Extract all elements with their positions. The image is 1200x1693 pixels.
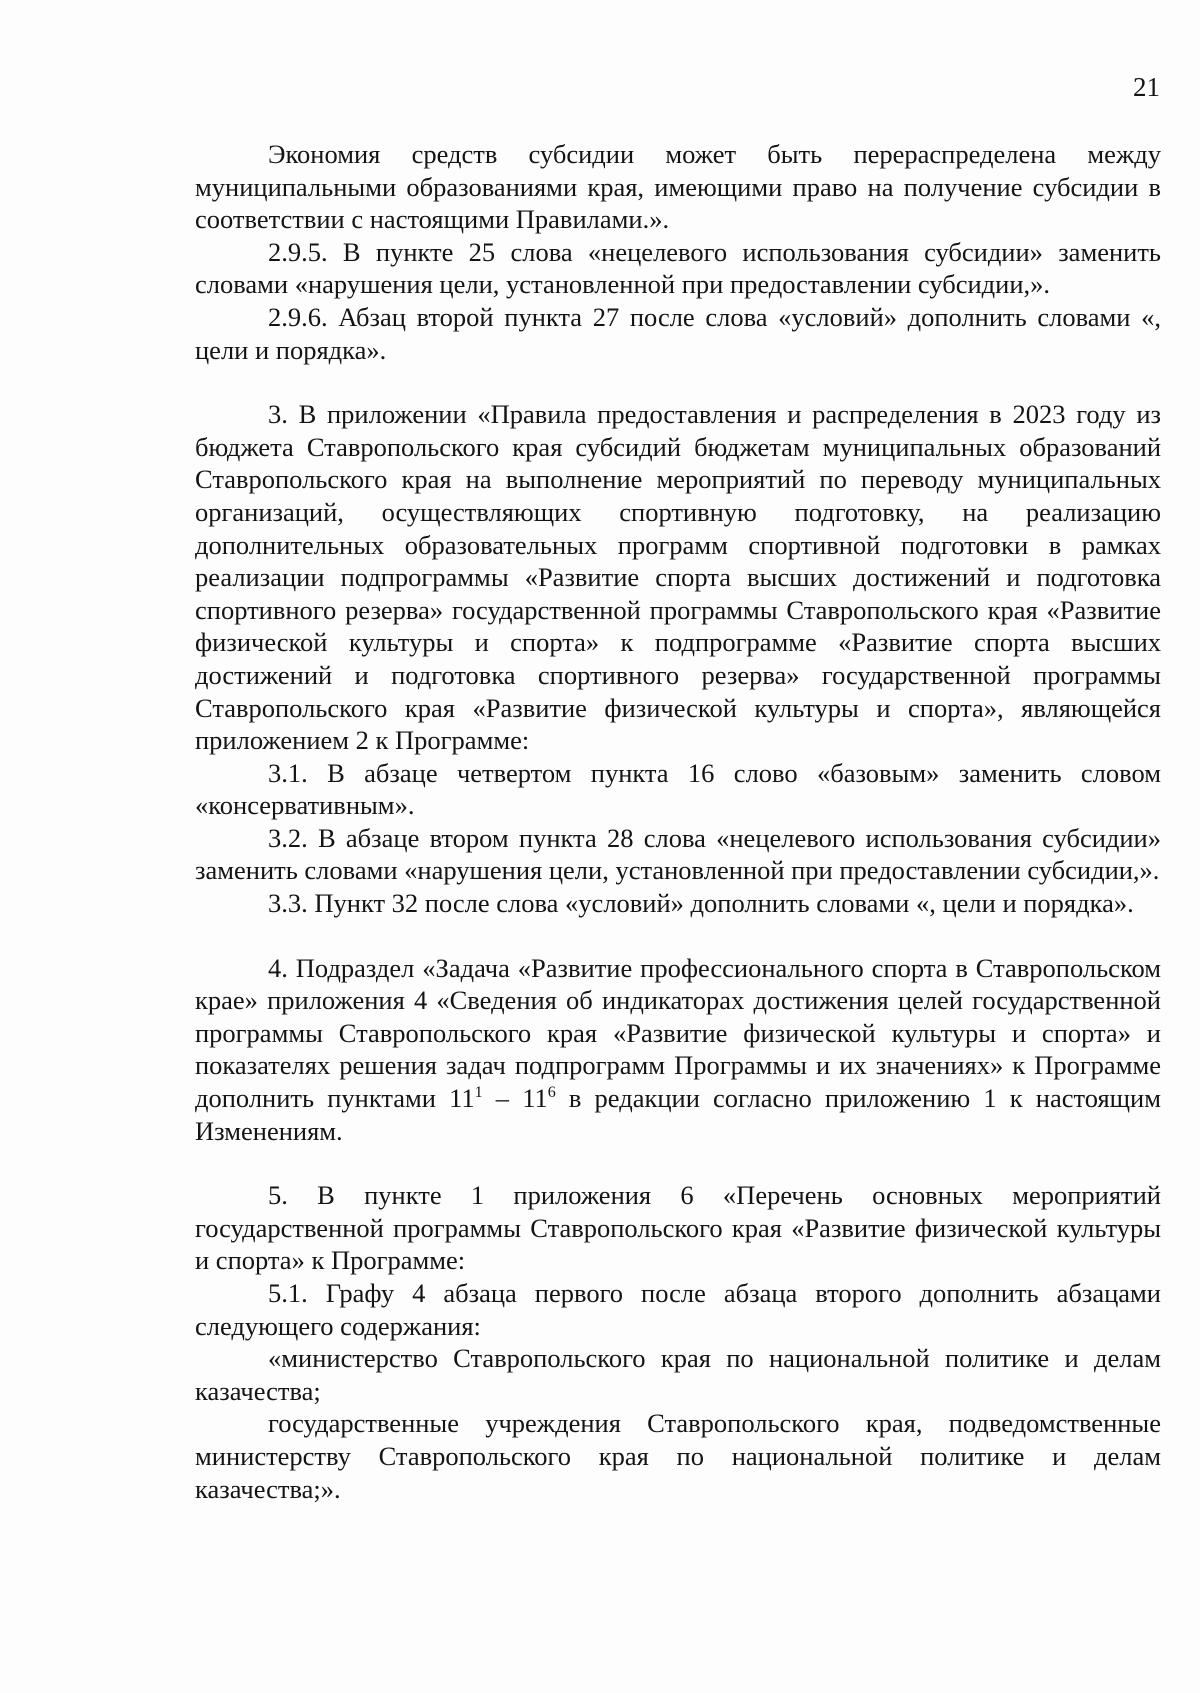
paragraph-3-3: 3.3. Пункт 32 после слова «условий» дополнить словами «, цели и порядка». xyxy=(268,888,1134,919)
paragraph-3-2: 3.2. В абзаце втором пункта 28 слова «нецелевого использования субсидии» заменить словами «нарушения цели, установленной при предоставлении субсидии,». xyxy=(195,822,1161,886)
paragraph-2-9-6: 2.9.6. Абзац второй пункта 27 после слова «условий» дополнить словами «, цели и порядка». xyxy=(195,301,1161,365)
paragraph-3-1: 3.1. В абзаце четвертом пункта 16 слово «базовым» заменить словом «консервативным». xyxy=(195,757,1161,821)
paragraph-5-1: 5.1. Графу 4 абзаца первого после абзаца второго дополнить абзацами следующего содержания: xyxy=(195,1278,1161,1341)
superscript-6: 6 xyxy=(547,1084,556,1102)
paragraph-gap xyxy=(195,366,1161,398)
paragraph-2-9-5: 2.9.5. В пункте 25 слова «нецелевого использования субсидии» заменить словами «нарушения цели, установленной при предоставлении субсидии,». xyxy=(195,236,1161,300)
paragraph-5: 5. В пункте 1 приложения 6 «Перечень основных мероприятий государственной программы Ставропольского края «Развитие физической культуры и спорта» к Программе: xyxy=(195,1180,1161,1276)
paragraph-4 xyxy=(195,952,1161,1148)
paragraph-gap xyxy=(195,920,1161,952)
paragraph-state-institutions: государственные учреждения Ставропольского края, подведомственные министерству Ставропольского края по национальной политике и делам казачества;». xyxy=(195,1408,1161,1504)
paragraph-4-text-a: 4. Подраздел «Задача «Развитие профессионального спорта в Ставропольском крае» приложения 4 «Сведения об индикаторах достижения целей государственной программы Ставропольского края «Развитие физической культуры и спорта» и показателях решения задач подпрограмм Программы и их значениях» к Программе дополнить пунктами 11 xyxy=(195,952,1161,1114)
paragraph-savings: Экономия средств субсидии может быть перераспределена между муниципальными образованиями края, имеющими право на получение субсидии в соответствии с настоящими Правилами.». xyxy=(195,139,1161,235)
document-body xyxy=(195,138,1161,1505)
paragraph-ministry: «министерство Ставропольского края по национальной политике и делам казачества; xyxy=(195,1343,1161,1406)
paragraph-4-text-c: в редакции согласно приложению 1 к настоящим Изменениям. xyxy=(195,1083,1162,1146)
superscript-1: 1 xyxy=(474,1084,483,1102)
paragraph-4-text-b: – 11 xyxy=(482,1083,548,1114)
paragraph-3: 3. В приложении «Правила предоставления и распределения в 2023 году из бюджета Ставропольского края субсидий бюджетам муниципальных образований Ставропольского края на выполнение мероприятий по переводу муниципальных организаций, осуществляющих спортивную подготовку, на реализацию дополнительных образовательных программ спортивной подготовки в рамках реализации подпрограммы «Развитие спорта высших достижений и подготовка спортивного резерва» государственной программы Ставропольского края «Развитие физической культуры и спорта» к подпрограмме «Развитие спорта высших достижений и подготовка спортивного резерва» государственной программы Ставропольского края «Развитие физической культуры и спорта», являющейся приложением 2 к Программе: xyxy=(195,399,1161,756)
paragraph-gap xyxy=(195,1147,1161,1179)
page-number: 21 xyxy=(1133,72,1160,102)
